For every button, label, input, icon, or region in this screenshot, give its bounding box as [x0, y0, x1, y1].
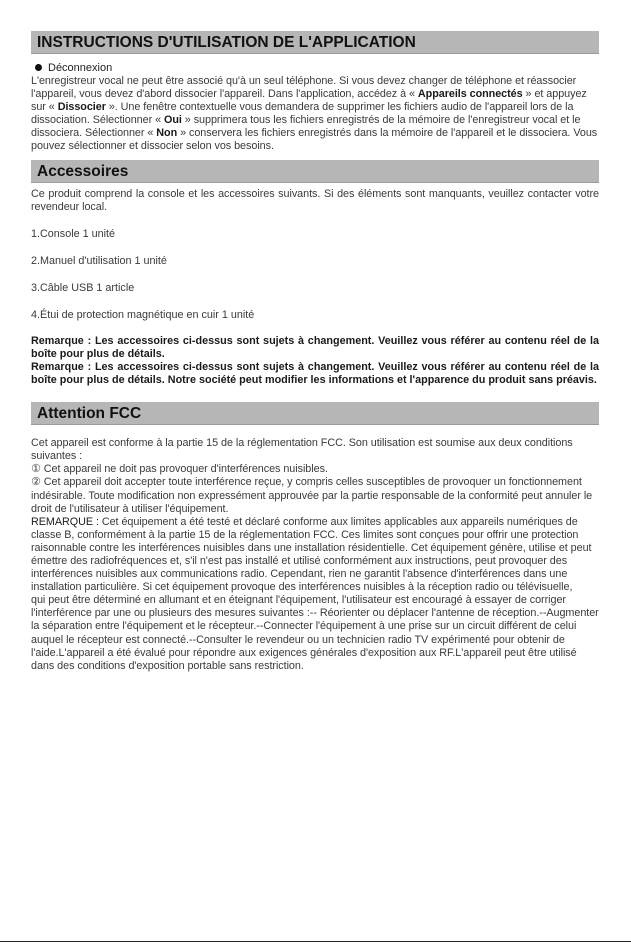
accessory-item-1: 1.Console 1 unité: [31, 227, 116, 240]
condition-2-text: Cet appareil doit accepter toute interférence reçue, y compris celles susceptibles de provoquer un fonctionnement indésirable. Toute modification non expressément approuvée par la partie responsable de la conformité peut annuler le droit de l'utilisateur à utiliser l'équipement.: [31, 476, 593, 515]
bold-dissocier: Dissocier: [57, 101, 106, 114]
circled-two: ②: [31, 476, 41, 489]
text-fragment: » et appuyez sur «: [31, 88, 587, 114]
accessory-item-4: 4.Étui de protection magnétique en cuir 1 unité: [31, 308, 255, 321]
remarque-text: Cet équipement a été testé et déclaré conforme aux limites applicables aux appareils numériques de classe B, conformément à la partie 15 de la réglementation FCC. Ces limites sont conçues pour offrir une protection raisonnable contre les interférences nuisibles dans une installation résidentielle. Cet équipement génère, utilise et peut émettre des radiofréquences et, s'il n'est pas installé et utilisé conformément aux instructions, peut provoquer des interférences nuisibles aux communications radio. Cependant, rien ne garantit l'absence d'interférences dans une installation particulière. Si cet équipement provoque des interférences nuisibles à la réception radio ou télévisuelle,: [31, 515, 592, 594]
accessory-item-2: 2.Manuel d'utilisation 1 unité: [31, 254, 167, 267]
fcc-condition-1: [31, 463, 599, 476]
fcc-remarque: [31, 516, 599, 595]
text-fragment: ». Une fenêtre contextuelle vous demandera de supprimer les fichiers audio de l'appareil lors de la dissociation. Sélectionner «: [31, 101, 574, 127]
remark-2: Remarque : Les accessoires ci-dessus sont sujets à changement. Veuillez vous référer au contenu réel de la boîte pour plus de détails. Notre société peut modifier les informations et l'apparence du produit sans préavis.: [31, 360, 599, 387]
section-header-accessoires: Accessoires: [31, 160, 599, 183]
accessoires-intro: Ce produit comprend la console et les accessoires suivants. Si des éléments sont manquants, veuillez contacter votre revendeur local.: [31, 187, 599, 213]
bold-non: Non: [156, 127, 178, 140]
section-header-fcc: Attention FCC: [31, 402, 599, 425]
bottom-rule: [0, 941, 631, 942]
section-header-app-instructions: INSTRUCTIONS D'UTILISATION DE L'APPLICATION: [31, 31, 599, 54]
condition-1-text: Cet appareil ne doit pas provoquer d'interférences nuisibles.: [40, 463, 328, 476]
text-fragment: » conservera les fichiers enregistrés dans la mémoire de l'appareil et le dissociera. Vous pouvez sélectionner et dissocier selon vos besoins.: [31, 127, 598, 153]
circled-one: ①: [31, 463, 41, 476]
fcc-remarque-cont: qui peut être déterminé en allumant et en éteignant l'équipement, l'utilisateur est encouragé à essayer de corriger l'interférence par une ou plusieurs des mesures suivantes :-- Réorienter ou déplacer l'antenne de réception.--Augmenter la séparation entre l'équipement et le récepteur.--Connecter l'équipement à une prise sur un circuit différent de celui auquel le récepteur est connecté.--Consulter le revendeur ou un technicien radio TV expérimenté pour obtenir de l'aide.L'appareil a été évalué pour répondre aux exigences générales d'exposition aux RF.L'appareil peut être utilisé dans des conditions d'exposition portable sans restriction.: [31, 594, 599, 672]
bullet-dot-icon: [35, 64, 42, 71]
deconnexion-paragraph: [31, 75, 599, 154]
fcc-condition-2: [31, 476, 599, 515]
remarque-label: REMARQUE :: [31, 515, 99, 528]
text-fragment: L'enregistreur vocal ne peut être associé qu'à un seul téléphone. Si vous devez changer de téléphone et réassocier l'appareil, vous devez d'abord dissocier l'appareil. Dans l'application, accédez à «: [31, 75, 577, 101]
remark-1: Remarque : Les accessoires ci-dessus sont sujets à changement. Veuillez vous référer au contenu réel de la boîte pour plus de détails.: [31, 334, 599, 360]
bold-oui: Oui: [164, 114, 182, 127]
bold-appareils-connectes: Appareils connectés: [417, 88, 523, 101]
deconnexion-label: Déconnexion: [48, 62, 113, 74]
document-page: [31, 31, 599, 673]
bullet-heading-deconnexion: [31, 62, 599, 75]
fcc-intro: Cet appareil est conforme à la partie 15 de la réglementation FCC. Son utilisation est soumise aux deux conditions suivantes :: [31, 437, 573, 463]
text-fragment: » supprimera tous les fichiers enregistrés de la mémoire de l'enregistreur vocal et le dissociera. Sélectionner «: [31, 114, 581, 140]
accessory-item-3: 3.Câble USB 1 article: [31, 281, 135, 294]
